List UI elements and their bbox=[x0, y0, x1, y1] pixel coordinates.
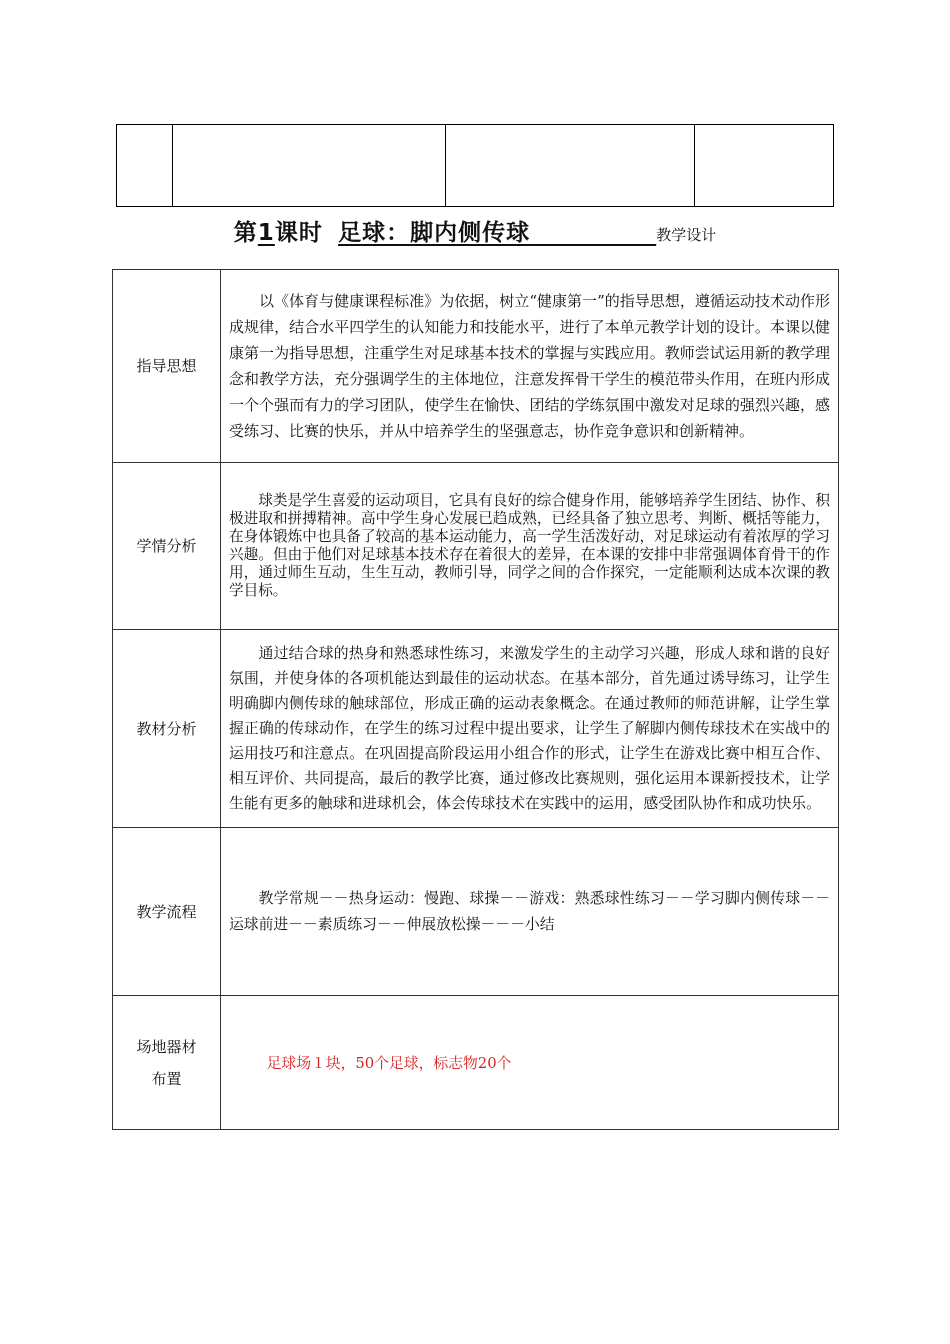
title-topic: 足球：脚内侧传球 bbox=[338, 220, 531, 246]
guiding-ideology-text: 以《体育与健康课程标准》为依据，树立“健康第一”的指导思想，遵循运动技术动作形成规律，结合水平四学生的认知能力和技能水平，进行了本单元教学计划的设计。本课以健康第一为指导思想，注重学生对足球基本技术的掌握与实践应用。教师尝试运用新的教学理念和教学方法，充分强调学生的主体地位，注意发挥骨干学生的模范带头作用，在班内形成一个个强而有力的学习团队，使学生在愉快、团结的学练氛围中激发对足球的强烈兴趣，感受练习、比赛的快乐，并从中培养学生的坚强意志，协作竞争意识和创新精神。 bbox=[229, 292, 830, 440]
table-row bbox=[113, 270, 839, 463]
title-prefix: 第 bbox=[233, 220, 258, 246]
row-label-material-analysis: 教材分析 bbox=[113, 630, 221, 828]
header-table-cell bbox=[695, 125, 834, 207]
table-row bbox=[113, 828, 839, 996]
title-unit: 课时 bbox=[274, 220, 323, 246]
row-label-venue-equipment bbox=[113, 996, 221, 1130]
header-table-cell bbox=[173, 125, 446, 207]
table-row bbox=[113, 996, 839, 1130]
table-row bbox=[113, 630, 839, 828]
venue-label-line1: 场地器材 bbox=[136, 1037, 197, 1056]
row-content-guiding-ideology bbox=[221, 270, 839, 463]
venue-label-line2: 布置 bbox=[151, 1069, 182, 1088]
title-suffix: 教学设计 bbox=[656, 226, 717, 244]
teaching-process-text: 教学常规－－热身运动：慢跑、球操－－游戏：熟悉球性练习－－学习脚内侧传球－－运球前进－－素质练习－－伸展放松操－－－小结 bbox=[229, 889, 830, 933]
header-table-cell bbox=[446, 125, 695, 207]
table-row bbox=[113, 463, 839, 630]
lesson-title bbox=[0, 214, 950, 247]
header-table bbox=[116, 124, 834, 207]
row-content-student-analysis bbox=[221, 463, 839, 630]
row-label-teaching-process: 教学流程 bbox=[113, 828, 221, 996]
row-content-teaching-process bbox=[221, 828, 839, 996]
row-label-student-analysis: 学情分析 bbox=[113, 463, 221, 630]
header-table-cell bbox=[117, 125, 173, 207]
venue-equipment-text: 足球场１块，50个足球，标志物20个 bbox=[266, 1055, 512, 1072]
row-label-guiding-ideology: 指导思想 bbox=[113, 270, 221, 463]
row-content-venue-equipment bbox=[221, 996, 839, 1130]
material-analysis-text: 通过结合球的热身和熟悉球性练习，来激发学生的主动学习兴趣，形成人球和谐的良好氛围，并使身体的各项机能达到最佳的运动状态。在基本部分，首先通过诱导练习，让学生明确脚内侧传球的触球部位，形成正确的运动表象概念。在通过教师的师范讲解，让学生掌握正确的传球动作，在学生的练习过程中提出要求，让学生了解脚内侧传球技术在实战中的运用技巧和注意点。在巩固提高阶段运用小组合作的形式，让学生在游戏比赛中相互合作、相互评价、共同提高，最后的教学比赛，通过修改比赛规则，强化运用本课新授技术，让学生能有更多的触球和进球机会，体会传球技术在实践中的运用，感受团队协作和成功快乐。 bbox=[229, 645, 830, 812]
lesson-design-table bbox=[112, 269, 839, 1130]
title-lesson-number: 1 bbox=[257, 220, 275, 246]
student-analysis-text: 球类是学生喜爱的运动项目，它具有良好的综合健身作用，能够培养学生团结、协作、积极进取和拼搏精神。高中学生身心发展已趋成熟，已经具备了独立思考、判断、概括等能力，在身体锻炼中也具备了较高的基本运动能力，高一学生活泼好动，对足球运动有着浓厚的学习兴趣。但由于他们对足球基本技术存在着很大的差异，在本课的安排中非常强调体育骨干的作用，通过师生互动，生生互动，教师引导，同学之间的合作探究，一定能顺利达成本次课的教学目标。 bbox=[229, 492, 830, 599]
row-content-material-analysis bbox=[221, 630, 839, 828]
